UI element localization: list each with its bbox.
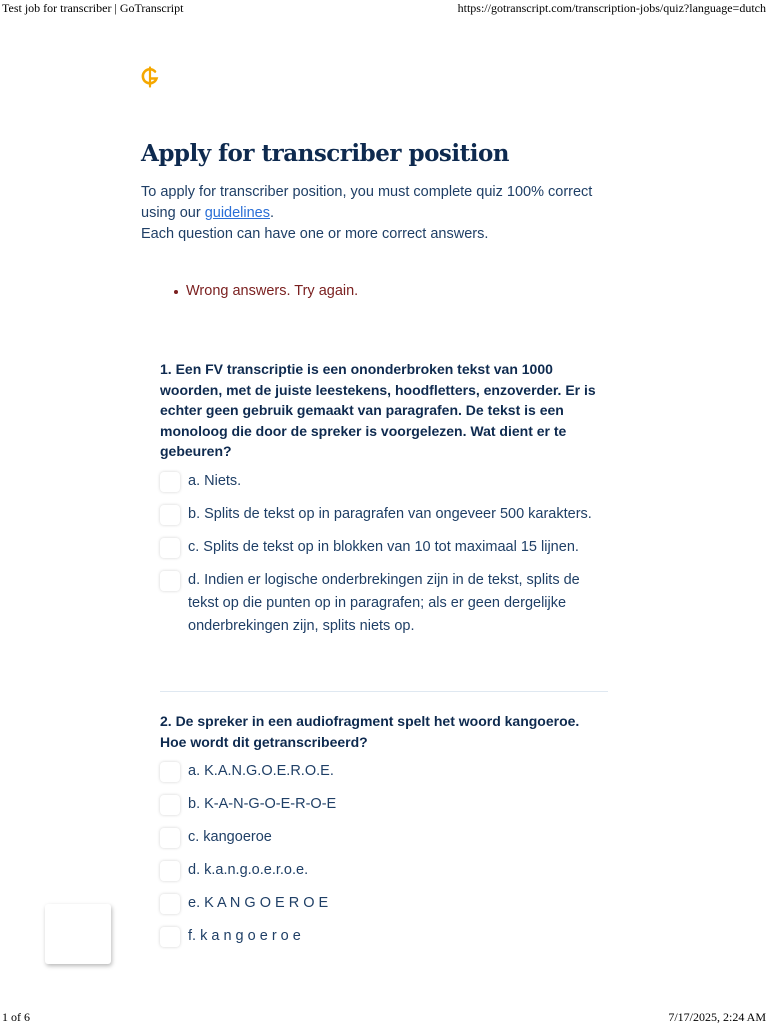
- answer-option-d[interactable]: [160, 859, 608, 882]
- question-2: [160, 711, 608, 958]
- answer-checkbox[interactable]: [160, 795, 180, 815]
- question-divider: [160, 691, 608, 692]
- answer-checkbox[interactable]: [160, 505, 180, 525]
- answer-checkbox[interactable]: [160, 894, 180, 914]
- answer-label: b. Splits de tekst op in paragrafen van ongeveer 500 karakters.: [188, 505, 592, 522]
- intro-note: Each question can have one or more correct answers.: [141, 226, 489, 242]
- answer-checkbox[interactable]: [160, 762, 180, 782]
- answer-label: d. Indien er logische onderbrekingen zijn in de tekst, splits de tekst op die punten op in paragrafen; als er geen dergelijke onderbrekingen zijn, splits niets op.: [188, 571, 580, 634]
- answer-label: d. k.a.n.g.o.e.r.o.e.: [188, 862, 309, 878]
- question-text: 1. Een FV transcriptie is een ononderbroken tekst van 1000 woorden, met de juiste leestekens, hoodfletters, enzoverder. Er is echter geen gebruik gemaakt van paragrafen. De tekst is een monoloog die door de spreker is voorgelezen. Wat dient er te gebeuren?: [160, 361, 596, 459]
- answer-label: c. kangoeroe: [188, 829, 272, 845]
- answer-checkbox[interactable]: [160, 472, 180, 492]
- floating-widget[interactable]: [45, 904, 111, 964]
- answer-checkbox[interactable]: [160, 571, 180, 591]
- main-content: [141, 140, 621, 299]
- answer-label: f. k a n g o e r o e: [188, 928, 301, 944]
- answer-option-a[interactable]: [160, 470, 608, 493]
- answer-option-a[interactable]: [160, 760, 608, 783]
- answer-option-d[interactable]: [160, 569, 608, 638]
- print-header: [0, 1, 768, 16]
- page-title: Apply for transcriber position: [141, 140, 510, 167]
- intro-text: [141, 182, 621, 245]
- answer-option-f[interactable]: [160, 925, 608, 948]
- answer-checkbox[interactable]: [160, 861, 180, 881]
- gotranscript-logo-icon[interactable]: [140, 66, 160, 88]
- answer-options: [160, 760, 608, 948]
- question-text: 2. De spreker in een audiofragment spelt het woord kangoeroe. Hoe wordt dit getranscribeerd?: [160, 713, 580, 750]
- answer-options: [160, 470, 608, 638]
- answer-option-b[interactable]: [160, 793, 608, 816]
- answer-checkbox[interactable]: [160, 828, 180, 848]
- answer-label: a. K.A.N.G.O.E.R.O.E.: [188, 763, 334, 779]
- answer-option-b[interactable]: [160, 503, 608, 526]
- print-page-title: Test job for transcriber | GoTranscript: [2, 1, 184, 15]
- answer-label: b. K-A-N-G-O-E-R-O-E: [188, 796, 337, 812]
- answer-option-e[interactable]: [160, 892, 608, 915]
- answer-option-c[interactable]: [160, 826, 608, 849]
- answer-checkbox[interactable]: [160, 538, 180, 558]
- answer-checkbox[interactable]: [160, 927, 180, 947]
- print-footer: [0, 1010, 768, 1024]
- intro-text-start: To apply for transcriber position, you must complete quiz 100% correct using our: [141, 184, 593, 221]
- answer-label: c. Splits de tekst op in blokken van 10 tot maximaal 15 lijnen.: [188, 538, 579, 555]
- print-url: https://gotranscript.com/transcription-jobs/quiz?language=dutch: [457, 1, 766, 15]
- error-list: [141, 283, 621, 299]
- error-message: Wrong answers. Try again.: [186, 283, 621, 299]
- question-1: [160, 359, 608, 648]
- guidelines-link[interactable]: guidelines: [204, 205, 270, 221]
- intro-text-end: .: [270, 205, 275, 221]
- answer-option-c[interactable]: [160, 536, 608, 559]
- print-timestamp: 7/17/2025, 2:24 AM: [668, 1010, 766, 1024]
- answer-label: e. K A N G O E R O E: [188, 895, 329, 911]
- answer-label: a. Niets.: [188, 472, 242, 489]
- print-page-number: 1 of 6: [2, 1010, 30, 1024]
